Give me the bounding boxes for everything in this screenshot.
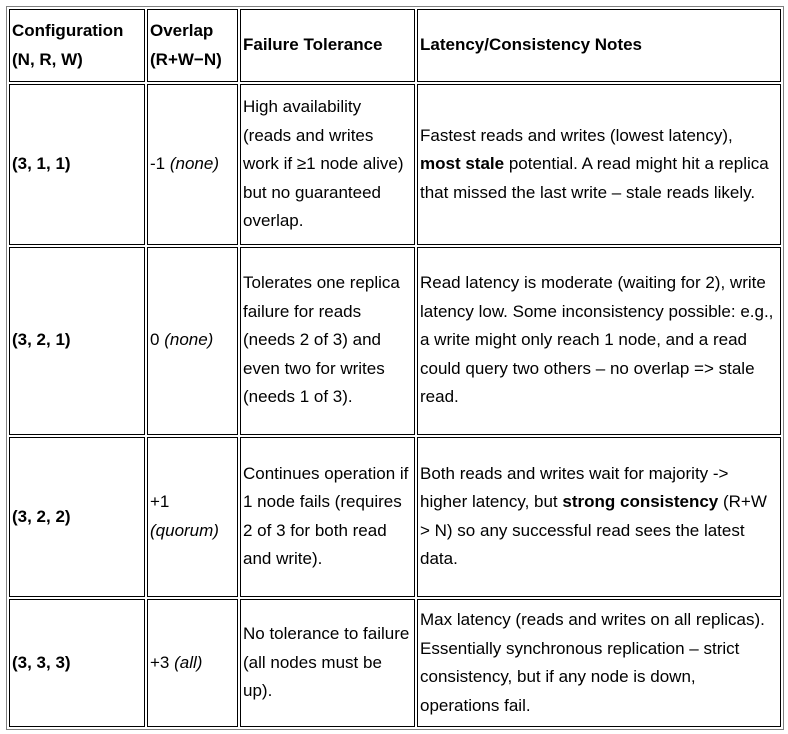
- table-row: [9, 247, 781, 435]
- overlap-value: 0: [150, 330, 160, 350]
- cell-failure-tolerance: Continues operation if 1 node fails (requires 2 of 3 for both read and write).: [240, 437, 415, 597]
- notes-text: Max latency (reads and writes on all replicas). Essentially synchronous replication – strict consistency, but if any node is down, operations fail.: [420, 610, 765, 715]
- cell-latency-notes: [417, 84, 781, 244]
- notes-text: Read latency is moderate (waiting for 2), write latency low. Some inconsistency possible: e.g., a write might only reach 1 node, and a read could query two others – no overlap => stale read.: [420, 273, 774, 407]
- overlap-note: (none): [164, 330, 214, 350]
- cell-configuration: (3, 2, 1): [9, 247, 145, 435]
- table-row: [9, 599, 781, 727]
- table-row: [9, 84, 781, 244]
- overlap-note: (all): [174, 652, 203, 672]
- notes-emphasis: strong consistency: [562, 492, 719, 512]
- overlap-value: -1: [150, 154, 166, 174]
- notes-text: Both reads and writes wait for majority -> higher latency, but: [420, 463, 729, 512]
- cell-configuration: (3, 3, 3): [9, 599, 145, 727]
- cell-configuration: (3, 2, 2): [9, 437, 145, 597]
- overlap-note: (quorum): [150, 520, 219, 540]
- overlap-note: (none): [169, 154, 219, 174]
- cell-latency-notes: [417, 437, 781, 597]
- notes-text: (R+W > N) so any successful read sees the latest data.: [420, 492, 767, 569]
- overlap-value: +1: [150, 492, 170, 512]
- quorum-config-table: [7, 7, 783, 729]
- overlap-value: +3: [150, 652, 170, 672]
- table-header-row: [9, 9, 781, 82]
- header-overlap: Overlap (R+W−N): [147, 9, 238, 82]
- cell-latency-notes: [417, 247, 781, 435]
- table-row: [9, 437, 781, 597]
- cell-failure-tolerance: No tolerance to failure (all nodes must be up).: [240, 599, 415, 727]
- notes-text: Fastest reads and writes (lowest latency),: [420, 125, 733, 145]
- notes-emphasis: most stale: [420, 154, 505, 174]
- header-latency-notes: Latency/Consistency Notes: [417, 9, 781, 82]
- header-configuration: Configuration (N, R, W): [9, 9, 145, 82]
- notes-text: potential. A read might hit a replica that missed the last write – stale reads likely.: [420, 154, 769, 202]
- cell-overlap: [147, 437, 238, 597]
- quorum-config-table-wrapper: [6, 6, 784, 730]
- cell-configuration: (3, 1, 1): [9, 84, 145, 244]
- cell-failure-tolerance: High availability (reads and writes work if ≥1 node alive) but no guaranteed overlap.: [240, 84, 415, 244]
- cell-overlap: [147, 84, 238, 244]
- cell-failure-tolerance: Tolerates one replica failure for reads (needs 2 of 3) and even two for writes (needs 1 of 3).: [240, 247, 415, 435]
- cell-overlap: [147, 247, 238, 435]
- cell-overlap: [147, 599, 238, 727]
- cell-latency-notes: [417, 599, 781, 727]
- header-failure-tolerance: Failure Tolerance: [240, 9, 415, 82]
